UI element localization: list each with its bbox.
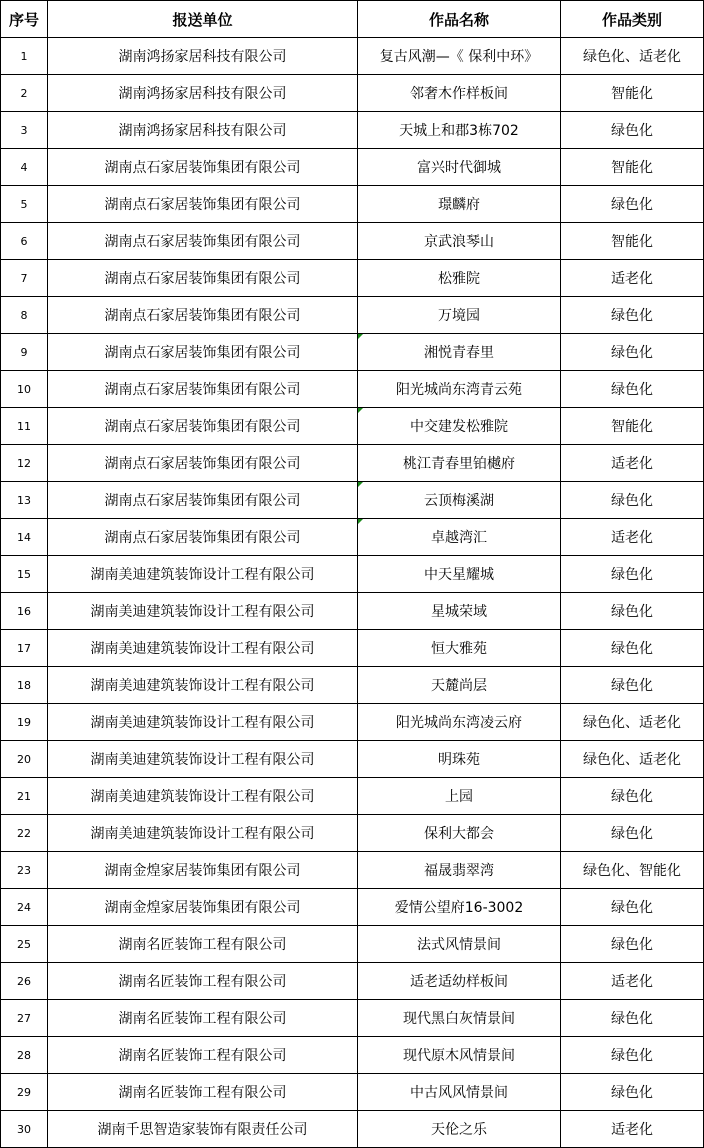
cell-work-name: 桃江青春里铂樾府	[358, 445, 561, 482]
cell-serial: 13	[1, 482, 48, 519]
cell-category: 适老化	[561, 963, 704, 1000]
cell-work-name: 京武浪琴山	[358, 223, 561, 260]
cell-work-name: 中天星耀城	[358, 556, 561, 593]
table-row	[1, 667, 704, 704]
cell-category: 绿色化	[561, 778, 704, 815]
cell-category: 适老化	[561, 1111, 704, 1148]
cell-work-name: 湘悦青春里	[358, 334, 561, 371]
cell-work-name: 天麓尚层	[358, 667, 561, 704]
cell-serial: 28	[1, 1037, 48, 1074]
cell-unit: 湖南名匠装饰工程有限公司	[48, 1037, 358, 1074]
table-row	[1, 556, 704, 593]
cell-category: 绿色化	[561, 371, 704, 408]
table-row	[1, 260, 704, 297]
cell-serial: 17	[1, 630, 48, 667]
cell-work-name: 福晟翡翠湾	[358, 852, 561, 889]
table-row	[1, 371, 704, 408]
cell-work-name: 松雅院	[358, 260, 561, 297]
cell-serial: 7	[1, 260, 48, 297]
cell-serial: 3	[1, 112, 48, 149]
cell-category: 绿色化	[561, 1037, 704, 1074]
cell-unit: 湖南点石家居装饰集团有限公司	[48, 482, 358, 519]
cell-category: 绿色化、适老化	[561, 741, 704, 778]
cell-serial: 6	[1, 223, 48, 260]
table-row	[1, 75, 704, 112]
cell-unit: 湖南美迪建筑装饰设计工程有限公司	[48, 815, 358, 852]
cell-unit: 湖南千思智造家装饰有限责任公司	[48, 1111, 358, 1148]
cell-serial: 22	[1, 815, 48, 852]
table-row	[1, 852, 704, 889]
cell-work-name: 中交建发松雅院	[358, 408, 561, 445]
cell-serial: 24	[1, 889, 48, 926]
table-row	[1, 186, 704, 223]
cell-unit: 湖南点石家居装饰集团有限公司	[48, 186, 358, 223]
table-row	[1, 149, 704, 186]
cell-work-name: 上园	[358, 778, 561, 815]
cell-work-name: 星城荣域	[358, 593, 561, 630]
table-row	[1, 297, 704, 334]
cell-category: 绿色化	[561, 186, 704, 223]
table-row	[1, 445, 704, 482]
table-row	[1, 112, 704, 149]
cell-work-name: 云顶梅溪湖	[358, 482, 561, 519]
cell-category: 绿色化	[561, 630, 704, 667]
table-row	[1, 963, 704, 1000]
cell-unit: 湖南点石家居装饰集团有限公司	[48, 149, 358, 186]
cell-work-name: 阳光城尚东湾青云苑	[358, 371, 561, 408]
cell-category: 绿色化、适老化	[561, 38, 704, 75]
cell-work-name: 邻奢木作样板间	[358, 75, 561, 112]
table-row	[1, 704, 704, 741]
cell-unit: 湖南美迪建筑装饰设计工程有限公司	[48, 778, 358, 815]
cell-work-name: 恒大雅苑	[358, 630, 561, 667]
cell-unit: 湖南点石家居装饰集团有限公司	[48, 334, 358, 371]
cell-unit: 湖南金煌家居装饰集团有限公司	[48, 852, 358, 889]
cell-unit: 湖南点石家居装饰集团有限公司	[48, 297, 358, 334]
cell-serial: 5	[1, 186, 48, 223]
cell-unit: 湖南名匠装饰工程有限公司	[48, 963, 358, 1000]
cell-work-name: 现代黑白灰情景间	[358, 1000, 561, 1037]
cell-unit: 湖南美迪建筑装饰设计工程有限公司	[48, 704, 358, 741]
table-row	[1, 223, 704, 260]
cell-serial: 20	[1, 741, 48, 778]
cell-unit: 湖南鸿扬家居科技有限公司	[48, 38, 358, 75]
cell-category: 绿色化	[561, 1000, 704, 1037]
cell-unit: 湖南美迪建筑装饰设计工程有限公司	[48, 556, 358, 593]
cell-unit: 湖南点石家居装饰集团有限公司	[48, 445, 358, 482]
cell-serial: 1	[1, 38, 48, 75]
cell-unit: 湖南美迪建筑装饰设计工程有限公司	[48, 630, 358, 667]
cell-category: 绿色化、智能化	[561, 852, 704, 889]
cell-serial: 16	[1, 593, 48, 630]
cell-unit: 湖南美迪建筑装饰设计工程有限公司	[48, 667, 358, 704]
table-row	[1, 1111, 704, 1148]
cell-unit: 湖南点石家居装饰集团有限公司	[48, 408, 358, 445]
cell-category: 适老化	[561, 445, 704, 482]
cell-serial: 15	[1, 556, 48, 593]
cell-category: 绿色化	[561, 926, 704, 963]
table-header	[1, 1, 704, 38]
table-row	[1, 889, 704, 926]
cell-serial: 18	[1, 667, 48, 704]
cell-serial: 21	[1, 778, 48, 815]
cell-serial: 4	[1, 149, 48, 186]
table-row	[1, 630, 704, 667]
cell-work-name: 万境园	[358, 297, 561, 334]
header-unit: 报送单位	[48, 1, 358, 38]
cell-serial: 30	[1, 1111, 48, 1148]
table-row	[1, 593, 704, 630]
cell-category: 绿色化	[561, 1074, 704, 1111]
cell-serial: 26	[1, 963, 48, 1000]
cell-unit: 湖南点石家居装饰集团有限公司	[48, 260, 358, 297]
cell-serial: 14	[1, 519, 48, 556]
cell-work-name: 天伦之乐	[358, 1111, 561, 1148]
cell-work-name: 富兴时代御城	[358, 149, 561, 186]
cell-category: 绿色化	[561, 556, 704, 593]
cell-work-name: 卓越湾汇	[358, 519, 561, 556]
header-work-name: 作品名称	[358, 1, 561, 38]
cell-category: 绿色化	[561, 889, 704, 926]
table-row	[1, 38, 704, 75]
header-serial: 序号	[1, 1, 48, 38]
cell-unit: 湖南美迪建筑装饰设计工程有限公司	[48, 741, 358, 778]
cell-category: 绿色化	[561, 482, 704, 519]
cell-work-name: 天城上和郡3栋702	[358, 112, 561, 149]
cell-category: 绿色化	[561, 815, 704, 852]
cell-unit: 湖南点石家居装饰集团有限公司	[48, 371, 358, 408]
cell-unit: 湖南美迪建筑装饰设计工程有限公司	[48, 593, 358, 630]
table-row	[1, 1074, 704, 1111]
table-row	[1, 1000, 704, 1037]
table-row	[1, 926, 704, 963]
table-row	[1, 482, 704, 519]
cell-serial: 2	[1, 75, 48, 112]
cell-work-name: 爱情公望府16-3002	[358, 889, 561, 926]
cell-category: 绿色化	[561, 112, 704, 149]
table-row	[1, 778, 704, 815]
cell-serial: 27	[1, 1000, 48, 1037]
header-category: 作品类别	[561, 1, 704, 38]
cell-serial: 23	[1, 852, 48, 889]
cell-work-name: 复古风潮—《 保利中环》	[358, 38, 561, 75]
cell-work-name: 保利大都会	[358, 815, 561, 852]
cell-serial: 10	[1, 371, 48, 408]
cell-serial: 29	[1, 1074, 48, 1111]
cell-category: 适老化	[561, 260, 704, 297]
cell-category: 绿色化	[561, 297, 704, 334]
cell-work-name: 明珠苑	[358, 741, 561, 778]
cell-serial: 19	[1, 704, 48, 741]
table-row	[1, 1037, 704, 1074]
table-row	[1, 741, 704, 778]
table-row	[1, 408, 704, 445]
cell-work-name: 法式风情景间	[358, 926, 561, 963]
cell-unit: 湖南金煌家居装饰集团有限公司	[48, 889, 358, 926]
cell-category: 绿色化	[561, 593, 704, 630]
cell-work-name: 中古风风情景间	[358, 1074, 561, 1111]
table-body	[1, 38, 704, 1148]
cell-unit: 湖南鸿扬家居科技有限公司	[48, 75, 358, 112]
cell-unit: 湖南点石家居装饰集团有限公司	[48, 223, 358, 260]
cell-unit: 湖南名匠装饰工程有限公司	[48, 926, 358, 963]
cell-category: 绿色化、适老化	[561, 704, 704, 741]
cell-category: 智能化	[561, 75, 704, 112]
cell-unit: 湖南名匠装饰工程有限公司	[48, 1000, 358, 1037]
cell-work-name: 阳光城尚东湾凌云府	[358, 704, 561, 741]
header-row	[1, 1, 704, 38]
cell-work-name: 适老适幼样板间	[358, 963, 561, 1000]
table-row	[1, 815, 704, 852]
cell-category: 智能化	[561, 149, 704, 186]
cell-serial: 11	[1, 408, 48, 445]
table-row	[1, 519, 704, 556]
cell-category: 智能化	[561, 223, 704, 260]
cell-unit: 湖南名匠装饰工程有限公司	[48, 1074, 358, 1111]
table-row	[1, 334, 704, 371]
cell-category: 智能化	[561, 408, 704, 445]
cell-category: 绿色化	[561, 334, 704, 371]
cell-serial: 25	[1, 926, 48, 963]
cell-unit: 湖南点石家居装饰集团有限公司	[48, 519, 358, 556]
cell-category: 绿色化	[561, 667, 704, 704]
cell-category: 适老化	[561, 519, 704, 556]
cell-unit: 湖南鸿扬家居科技有限公司	[48, 112, 358, 149]
cell-serial: 8	[1, 297, 48, 334]
cell-work-name: 璟麟府	[358, 186, 561, 223]
cell-work-name: 现代原木风情景间	[358, 1037, 561, 1074]
cell-serial: 9	[1, 334, 48, 371]
cell-serial: 12	[1, 445, 48, 482]
